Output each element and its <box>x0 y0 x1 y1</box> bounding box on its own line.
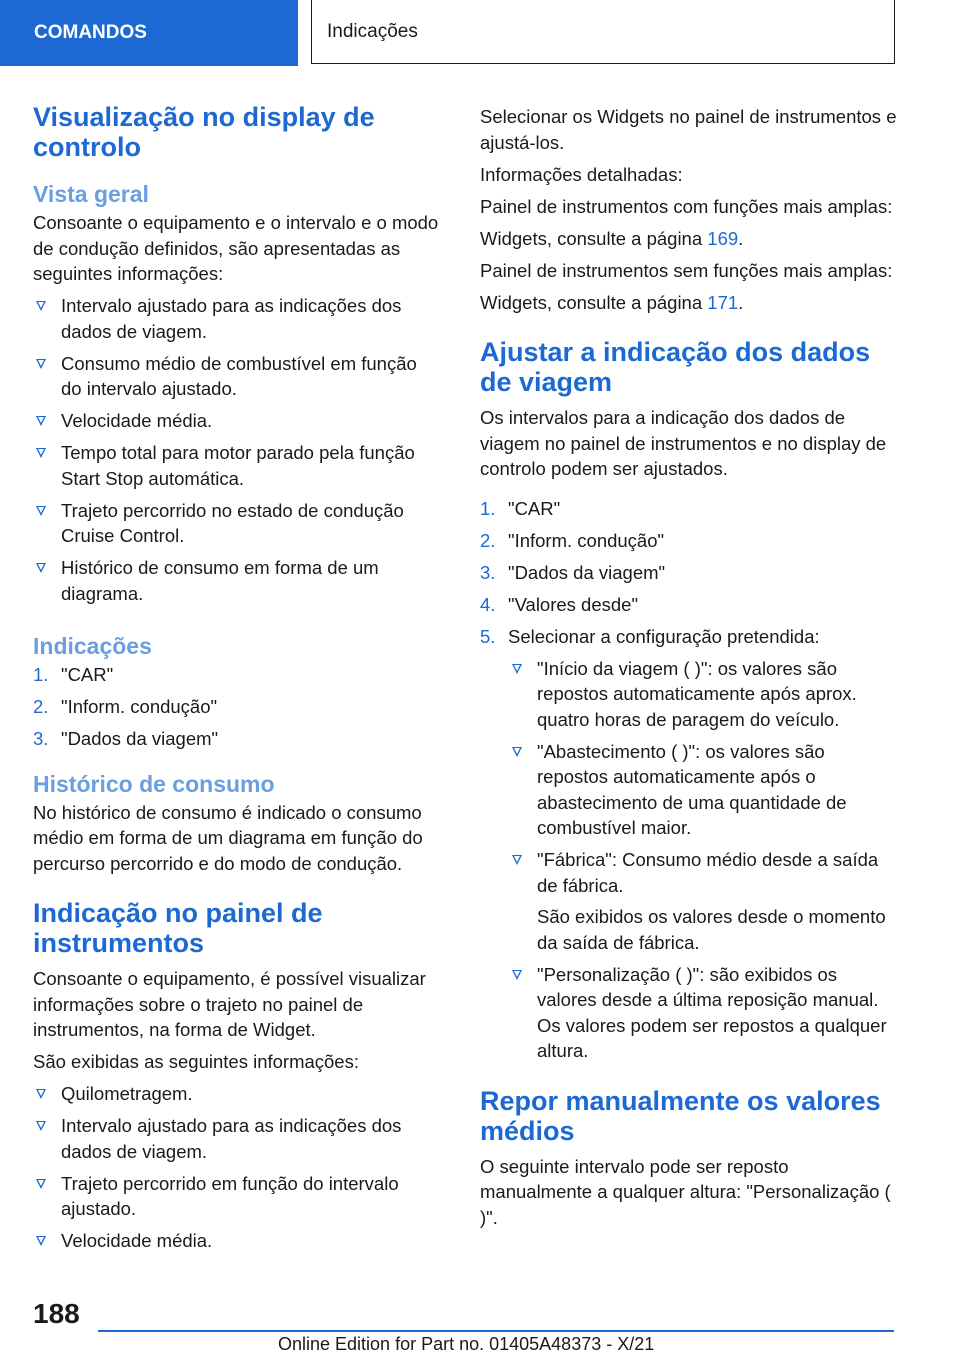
triangle-bullet-icon <box>512 855 522 865</box>
triangle-bullet-icon <box>512 970 522 980</box>
heading-indications: Indicações <box>33 633 152 659</box>
select-widgets-text: Selecionar os Widgets no painel de instrumentos e ajustá-los. <box>480 106 897 153</box>
list-item: Intervalo ajustado para as indicações dos dados de viagem. <box>33 293 439 344</box>
heading-instruments: Indicação no painel de instrumentos <box>33 898 323 958</box>
triangle-bullet-icon <box>36 359 46 369</box>
list-item: 3. "Dados da viagem" <box>33 728 219 749</box>
list-item: Consumo médio de combustível em função do intervalo ajustado. <box>33 351 439 402</box>
instruments-intro: Consoante o equipamento, é possível visualizar informações sobre o trajeto no painel de instrumentos, na forma de Widget. <box>33 968 426 1040</box>
page-header <box>0 0 960 66</box>
heading-history: Histórico de consumo <box>33 770 275 797</box>
history-text: No histórico de consumo é indicado o consumo médio em forma de um diagrama em função do percurso percorrido e do modo de condução. <box>33 801 423 874</box>
list-item: "Início da viagem ( )": os valores são repostos automaticamente após aprox. quatro horas de paragem do veículo. <box>509 656 898 733</box>
options-list <box>509 656 898 1064</box>
triangle-bullet-icon <box>36 506 46 516</box>
panel-more-text: Painel de instrumentos com funções mais amplas: <box>480 195 893 217</box>
triangle-bullet-icon <box>36 448 46 458</box>
list-item: 3. "Dados da viagem" <box>480 561 666 583</box>
heading-reset: Repor manualmente os valores médios <box>480 1085 881 1146</box>
list-item: Histórico de consumo em forma de um diagrama. <box>33 555 439 606</box>
chapter-title: Indicações <box>311 0 895 64</box>
list-item: 1. "CAR" <box>480 497 561 519</box>
widgets-ref-a: Widgets, consulte a página 169. <box>480 227 744 249</box>
list-item: Velocidade média. <box>33 408 439 434</box>
section-tab: COMANDOS <box>0 0 298 66</box>
overview-list <box>33 293 439 606</box>
triangle-bullet-icon <box>36 563 46 573</box>
adjust-intro: Os intervalos para a indicação dos dados de viagem no painel de instrumentos e no display de controlo podem ser ajustados. <box>480 407 887 479</box>
triangle-bullet-icon <box>512 664 522 674</box>
list-item: Intervalo ajustado para as indicações dos dados de viagem. <box>33 1113 439 1164</box>
overview-intro: Consoante o equipamento e o intervalo e o modo de condução definidos, são apresentadas as seguintes informações: <box>33 212 439 284</box>
list-item: "Personalização ( )": são exibidos os valores desde a última reposição manual. Os valores podem ser repostos a qualquer altura. <box>509 962 898 1064</box>
details-label: Informações detalhadas: <box>480 163 683 185</box>
triangle-bullet-icon <box>36 301 46 311</box>
list-item: "Abastecimento ( )": os valores são repostos automaticamente após o abastecimento de uma quantidade de combustível maior. <box>509 739 898 841</box>
indications-list <box>33 662 439 752</box>
widgets-ref-b: Widgets, consulte a página 171. <box>480 291 744 313</box>
heading-adjust: Ajustar a indicação dos dados de viagem <box>480 337 871 397</box>
heading-display: Visualização no display de controlo <box>33 102 375 162</box>
list-item: Velocidade média. <box>33 1228 439 1254</box>
list-item: "Fábrica": Consumo médio desde a saída de fábrica. São exibidos os valores desde o momento da saída de fábrica. <box>509 847 898 955</box>
steps-list <box>480 496 898 650</box>
list-item: 2. "Inform. condução" <box>33 696 218 717</box>
panel-without-text: Painel de instrumentos sem funções mais amplas: <box>480 259 893 281</box>
triangle-bullet-icon <box>36 1236 46 1246</box>
list-item: Quilometragem. <box>33 1081 439 1107</box>
factory-note: São exibidos os valores desde o momento da saída de fábrica. <box>537 906 886 953</box>
list-item: Trajeto percorrido no estado de condução Cruise Control. <box>33 498 439 549</box>
list-item: 2. "Inform. condução" <box>480 529 665 551</box>
list-item: Tempo total para motor parado pela função Start Stop automática. <box>33 440 439 491</box>
left-column <box>33 102 439 1260</box>
page-number: 188 <box>33 1298 80 1329</box>
footer-divider <box>98 1330 894 1332</box>
list-item: 1. "CAR" <box>33 664 114 685</box>
heading-overview: Vista geral <box>33 181 149 207</box>
edition-text: Online Edition for Part no. 01405A48373 - X/21 <box>278 1334 655 1354</box>
instruments-lead: São exibidas as seguintes informações: <box>33 1051 359 1072</box>
triangle-bullet-icon <box>512 747 522 757</box>
list-item: 5. Selecionar a configuração pretendida: <box>480 625 820 647</box>
triangle-bullet-icon <box>36 1121 46 1131</box>
reset-text: O seguinte intervalo pode ser reposto manualmente a qualquer altura: "Personalização ( )". <box>480 1155 891 1228</box>
page-link-169[interactable]: 169 <box>707 227 739 249</box>
instruments-list <box>33 1081 439 1254</box>
list-item: 4. "Valores desde" <box>480 593 639 615</box>
triangle-bullet-icon <box>36 416 46 426</box>
list-item: Trajeto percorrido em função do intervalo ajustado. <box>33 1171 439 1222</box>
triangle-bullet-icon <box>36 1179 46 1189</box>
right-column <box>480 102 898 1237</box>
page-link-171[interactable]: 171 <box>707 291 739 313</box>
triangle-bullet-icon <box>36 1089 46 1099</box>
